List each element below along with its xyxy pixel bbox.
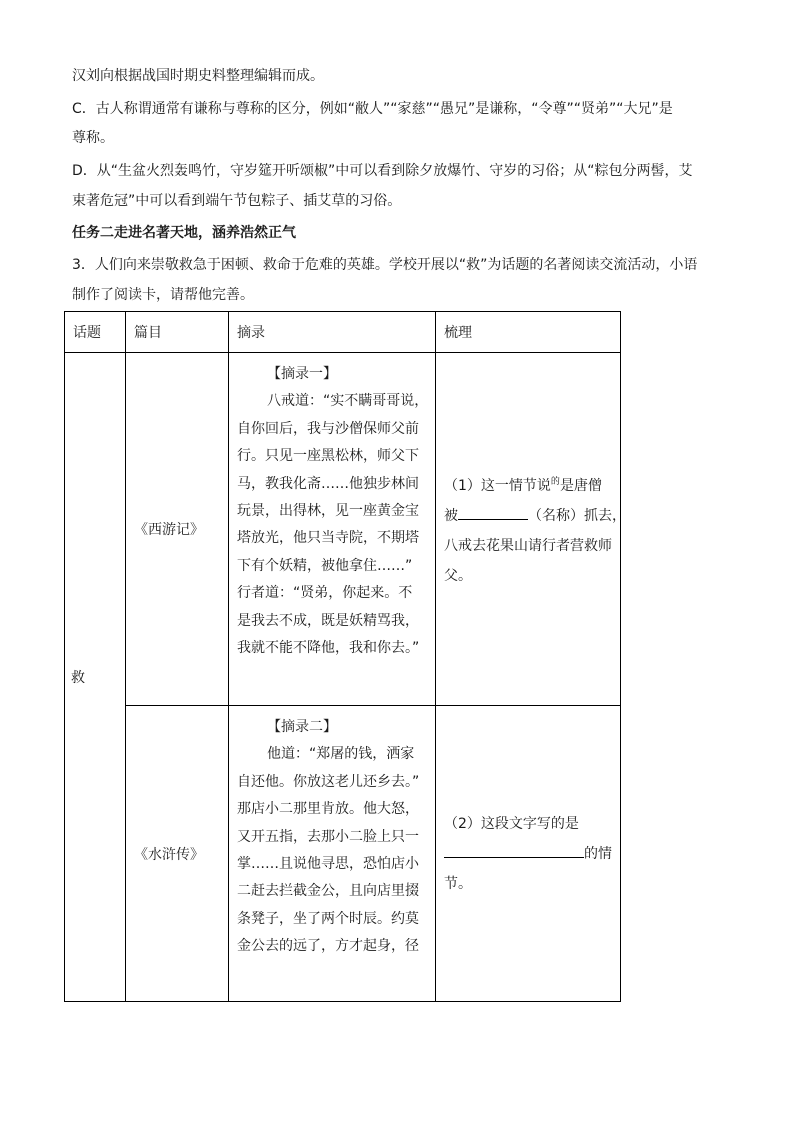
book-title-cell: 《西游记》 <box>126 353 229 706</box>
book-title-cell: 《水浒传》 <box>126 706 229 1002</box>
analysis-text: （1）这一情节说 <box>444 478 551 494</box>
excerpt-line: 八戒道：“实不瞒哥哥说， <box>267 393 429 410</box>
header-topic: 话题 <box>65 312 126 353</box>
paragraph-line: 汉刘向根据战国时期史料整理编辑而成。 <box>72 68 324 84</box>
excerpt-line: 又开五指，去那小二脸上只一 <box>237 828 419 845</box>
analysis-line: 父。 <box>444 568 472 584</box>
excerpt-line: 塔放光，他只当寺院，不期塔 <box>237 530 419 547</box>
analysis-line <box>444 467 612 501</box>
excerpt-line: 玩景，出得林，见一座黄金宝 <box>237 503 419 520</box>
analysis-text: （名称）抓去， <box>528 508 626 524</box>
question-3-line: 3．人们向来崇敬救急于困顿、救命于危难的英雄。学校开展以“救”为话题的名著阅读交流活动，小语 <box>72 257 698 273</box>
option-c-line: C．古人称谓通常有谦称与尊称的区分，例如“敝人”“家慈”“愚兄”是谦称，“令尊”“贤弟”“大兄”是 <box>72 101 673 117</box>
reading-card-table <box>64 311 626 1002</box>
answer-blank[interactable] <box>444 841 584 858</box>
option-d-line-cont: 束著危冠”中可以看到端午节包粽子、插艾草的习俗。 <box>72 193 402 209</box>
analysis-text: 被 <box>444 508 458 524</box>
question-3-line-cont: 制作了阅读卡，请帮他完善。 <box>72 287 254 303</box>
excerpt-line: 二赶去拦截金公，且向店里掇 <box>237 883 419 900</box>
analysis-cell <box>436 353 626 706</box>
analysis-line <box>444 501 626 531</box>
excerpt-line: 是我去不成，既是妖精骂我， <box>237 612 419 629</box>
excerpt-line: 自你回后，我与沙僧保师父前 <box>237 420 419 437</box>
excerpt-line: 他道：“郑屠的钱，洒家 <box>267 746 415 763</box>
excerpt-heading: 【摘录一】 <box>267 366 337 382</box>
analysis-cell <box>436 706 621 1002</box>
header-title: 篇目 <box>126 312 229 353</box>
analysis-line <box>444 839 612 869</box>
analysis-text: 是唐僧 <box>559 478 602 494</box>
excerpt-line: 行者道：“贤弟，你起来。不 <box>237 585 413 602</box>
analysis-line: 八戒去花果山请行者营救师 <box>444 538 612 554</box>
option-d-line: D．从“生盆火烈轰鸣竹，守岁筵开听颂椒”中可以看到除夕放爆竹、守岁的习俗；从“粽包分两髻，艾 <box>72 163 693 179</box>
excerpt-line: 我就不能不降他，我和你去。” <box>237 640 420 657</box>
excerpt-line: 下有个妖精，被他拿住……” <box>237 557 413 574</box>
excerpt-line: 条凳子，坐了两个时辰。约莫 <box>237 910 419 927</box>
table-row <box>65 353 621 706</box>
excerpt-line: 马，教我化斋……他独步林间 <box>237 475 419 492</box>
answer-blank[interactable] <box>458 503 528 520</box>
excerpt-line: 自还他。你放这老儿还乡去。” <box>237 773 420 790</box>
excerpt-cell <box>229 706 436 1002</box>
excerpt-heading: 【摘录二】 <box>267 719 337 735</box>
task-heading: 任务二走进名著天地，涵养浩然正气 <box>72 225 296 241</box>
option-c-line-cont: 尊称。 <box>72 130 114 146</box>
topic-cell: 救 <box>65 353 126 1002</box>
excerpt-line: 那店小二那里肯放。他大怒， <box>237 801 419 818</box>
excerpt-line: 掌……且说他寻思，恐怕店小 <box>237 856 419 873</box>
analysis-line: 节。 <box>444 875 472 892</box>
table-header-row <box>65 312 621 353</box>
analysis-line: （2）这段文字写的是 <box>444 815 579 832</box>
header-analysis: 梳理 <box>436 312 621 353</box>
header-excerpt: 摘录 <box>229 312 436 353</box>
excerpt-cell <box>229 353 436 706</box>
analysis-text: 的情 <box>584 845 612 862</box>
excerpt-line: 金公去的远了，方才起身，径 <box>237 938 419 955</box>
excerpt-line: 行。只见一座黑松林，师父下 <box>237 448 419 465</box>
analysis-superscript: 的 <box>550 477 560 487</box>
table-row <box>65 706 621 1002</box>
